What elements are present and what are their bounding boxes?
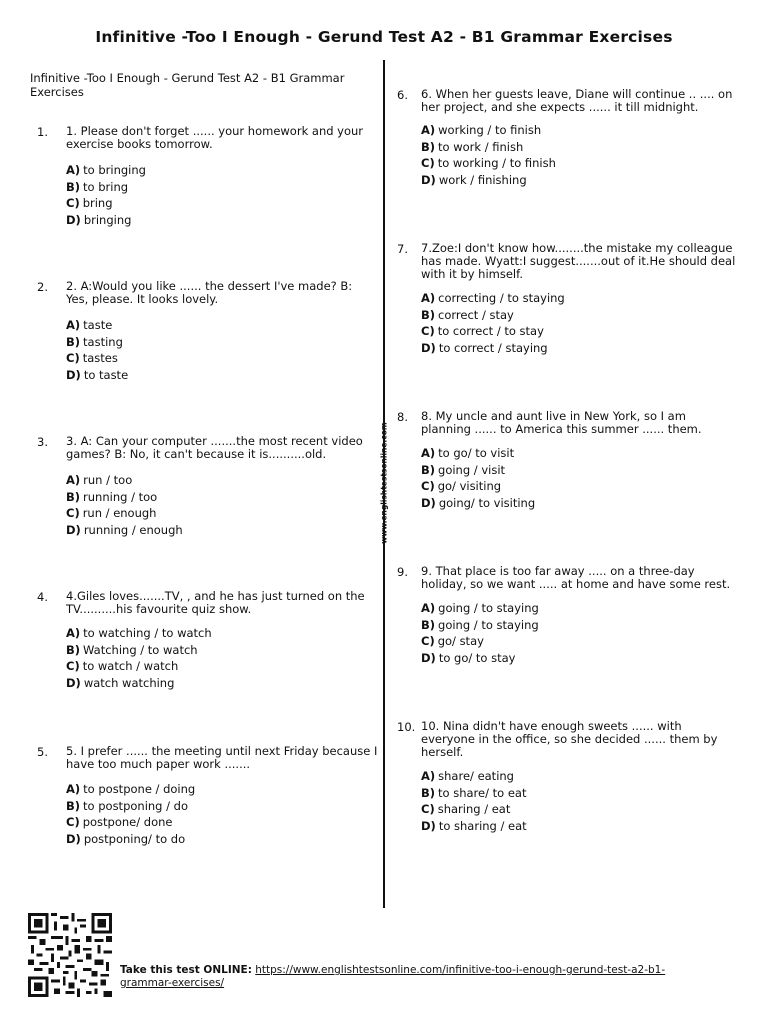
option-c[interactable]: C) go/ visiting: [421, 479, 502, 494]
option-b[interactable]: B) to bring: [66, 179, 129, 194]
question-number: 5.: [37, 745, 48, 759]
question-text: 2. A:Would you like ...... the dessert I've made? B: Yes, please. It looks lovely.: [66, 279, 353, 306]
option-a[interactable]: A) taste: [66, 318, 113, 332]
option-b[interactable]: B) correct / stay: [421, 307, 514, 322]
answer-options: [66, 781, 195, 847]
option-c[interactable]: C) to correct / to stay: [421, 324, 544, 339]
option-b[interactable]: B) Watching / to watch: [66, 642, 198, 657]
option-c[interactable]: C) tastes: [66, 351, 118, 366]
option-d[interactable]: D) to taste: [66, 367, 129, 382]
option-d[interactable]: D) running / enough: [66, 522, 183, 537]
option-c[interactable]: C) bring: [66, 196, 113, 211]
option-a[interactable]: A) share/ eating: [421, 769, 514, 783]
question-text: 9. That place is too far away ..... on a three-day holiday, so we want ..... at home and have some rest.: [421, 564, 731, 591]
option-d[interactable]: D) to go/ to stay: [421, 650, 516, 665]
option-c[interactable]: C) to watch / watch: [66, 659, 179, 674]
question-number: 6.: [397, 88, 408, 102]
answer-options: [421, 290, 565, 356]
question-text: 10. Nina didn't have enough sweets ...... with everyone in the office, so she decided ...... them by herself.: [421, 719, 718, 759]
option-a[interactable]: A) run / too: [66, 473, 133, 487]
option-a[interactable]: A) to bringing: [66, 163, 146, 177]
qr-code-icon[interactable]: [26, 913, 114, 997]
option-b[interactable]: B) going / to staying: [421, 617, 539, 632]
option-b[interactable]: B) to share/ to eat: [421, 785, 527, 800]
page-title: Infinitive -Too I Enough - Gerund Test A2 - B1 Grammar Exercises: [95, 28, 673, 46]
question-number: 7.: [397, 242, 408, 256]
option-c[interactable]: C) go/ stay: [421, 634, 484, 649]
option-b[interactable]: B) running / too: [66, 489, 158, 504]
option-b[interactable]: B) to work / finish: [421, 139, 524, 154]
option-a[interactable]: A) going / to staying: [421, 601, 539, 615]
option-c[interactable]: C) postpone/ done: [66, 815, 173, 830]
option-d[interactable]: D) work / finishing: [421, 172, 527, 187]
option-a[interactable]: A) to watching / to watch: [66, 626, 212, 640]
question-text: 4.Giles loves.......TV, , and he has just turned on the TV..........his favourite quiz show.: [66, 589, 365, 616]
question-number: 4.: [37, 590, 48, 604]
answer-options: [66, 317, 128, 383]
question-text: 8. My uncle and aunt live in New York, so I am planning ...... to America this summer ...... them.: [421, 409, 702, 436]
footer: [120, 964, 690, 990]
option-a[interactable]: A) to postpone / doing: [66, 782, 196, 796]
question-number: 10.: [397, 720, 416, 734]
question-number: 9.: [397, 565, 408, 579]
question-text: 6. When her guests leave, Diane will continue .. .... on her project, and she expects ...... it till midnight.: [421, 87, 733, 114]
vertical-website-label: www.englishtestsonline.com: [379, 422, 389, 544]
answer-options: [66, 625, 212, 691]
question-number: 2.: [37, 280, 48, 294]
question-text: 1. Please don't forget ...... your homework and your exercise books tomorrow.: [66, 124, 364, 151]
answer-options: [66, 162, 146, 228]
answer-options: [66, 472, 183, 538]
option-d[interactable]: D) bringing: [66, 212, 132, 227]
option-d[interactable]: D) postponing/ to do: [66, 831, 186, 846]
question-number: 8.: [397, 410, 408, 424]
answer-options: [421, 600, 539, 666]
option-c[interactable]: C) sharing / eat: [421, 802, 511, 817]
option-a[interactable]: A) to go/ to visit: [421, 446, 515, 460]
question-text: 3. A: Can your computer .......the most recent video games? B: No, it can't because it is..........old.: [66, 434, 363, 461]
option-b[interactable]: B) to postponing / do: [66, 798, 188, 813]
option-c[interactable]: C) run / enough: [66, 506, 157, 521]
option-b[interactable]: B) tasting: [66, 334, 123, 349]
option-a[interactable]: A) correcting / to staying: [421, 291, 565, 305]
footer-label: Take this test ONLINE:: [120, 964, 252, 976]
option-b[interactable]: B) going / visit: [421, 462, 506, 477]
worksheet-subtitle: Infinitive -Too I Enough - Gerund Test A2 - B1 Grammar Exercises: [30, 71, 345, 99]
answer-options: [421, 768, 527, 834]
option-a[interactable]: A) working / to finish: [421, 123, 542, 137]
answer-options: [421, 445, 535, 511]
question-text: 7.Zoe:I don't know how........the mistake my colleague has made. Wyatt:I suggest.......out of it.He should deal with it by himself.: [421, 241, 736, 281]
question-text: 5. I prefer ...... the meeting until next Friday because I have too much paper work .......: [66, 744, 378, 771]
question-number: 1.: [37, 125, 48, 139]
option-c[interactable]: C) to working / to finish: [421, 156, 556, 171]
question-number: 3.: [37, 435, 48, 449]
test-online-link[interactable]: https://www.englishtestsonline.com/infinitive-too-i-enough-gerund-test-a2-b1-grammar-exercises/: [120, 964, 666, 989]
option-d[interactable]: D) to sharing / eat: [421, 818, 527, 833]
option-d[interactable]: D) to correct / staying: [421, 340, 548, 355]
option-d[interactable]: D) going/ to visiting: [421, 495, 536, 510]
answer-options: [421, 122, 556, 188]
option-d[interactable]: D) watch watching: [66, 675, 175, 690]
